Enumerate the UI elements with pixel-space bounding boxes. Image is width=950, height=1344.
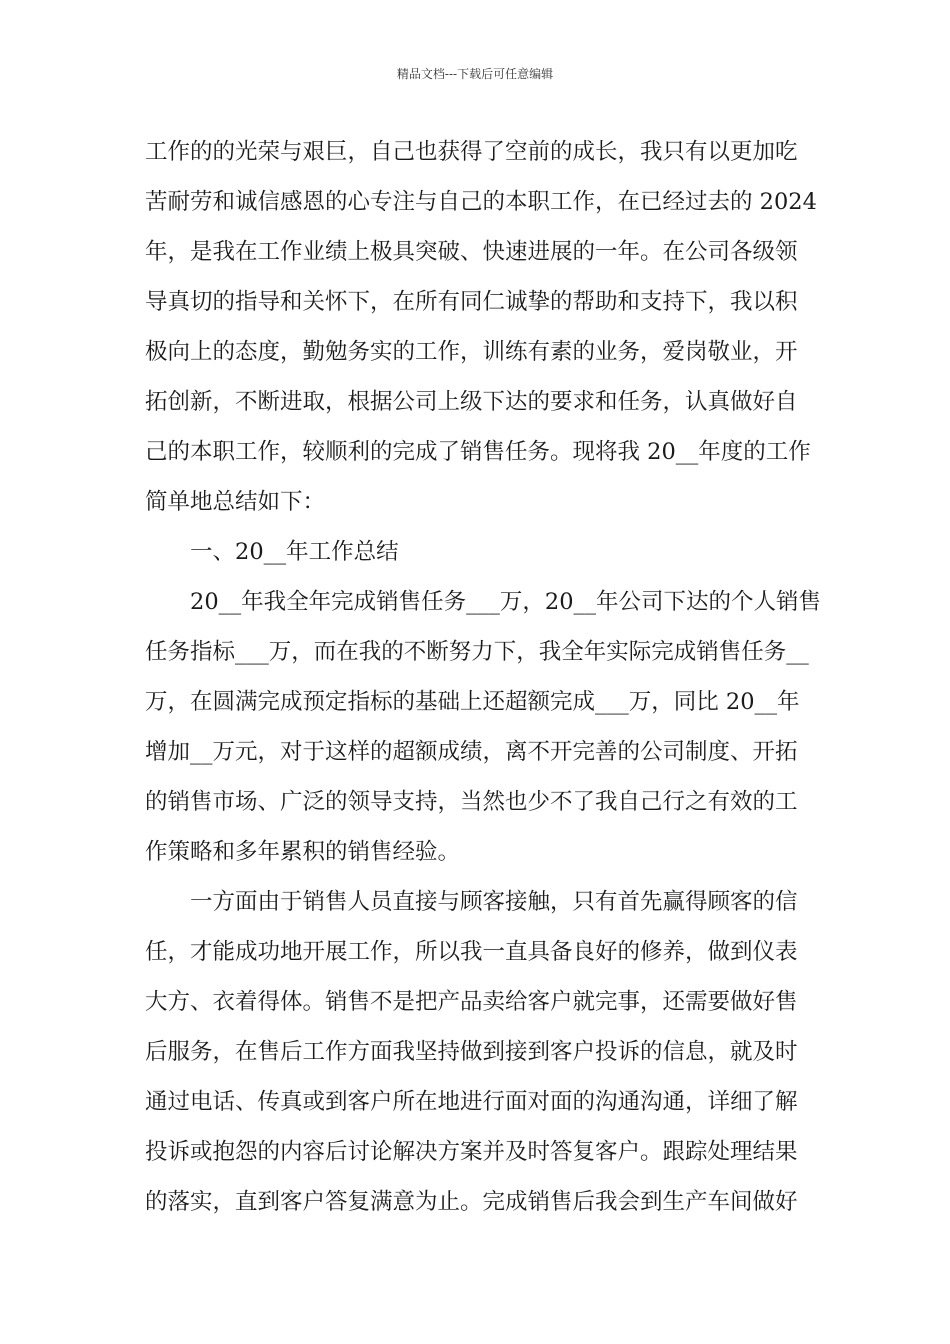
section-heading: 一、20__年工作总结 <box>145 539 399 565</box>
text-line: 苦耐劳和诚信感恩的心专注与自己的本职工作，在已经过去的 2024 <box>145 189 817 215</box>
text-line: 增加__万元，对于这样的超额成绩，离不开完善的公司制度、开拓 <box>145 739 798 765</box>
text-line: 极向上的态度，勤勉务实的工作，训练有素的业务，爱岗敬业，开 <box>145 339 798 365</box>
document-body <box>145 127 822 1227</box>
text-line: 万，在圆满完成预定指标的基础上还超额完成___万，同比 20__年 <box>145 689 800 715</box>
text-line: 大方、衣着得体。销售不是把产品卖给客户就完事，还需要做好售 <box>145 989 798 1015</box>
text-line: 导真切的指导和关怀下，在所有同仁诚挚的帮助和支持下，我以积 <box>145 289 798 315</box>
text-line: 任，才能成功地开展工作，所以我一直具备良好的修养，做到仪表 <box>145 939 798 965</box>
text-line: 己的本职工作，较顺利的完成了销售任务。现将我 20__年度的工作 <box>145 439 811 465</box>
text-line: 投诉或抱怨的内容后讨论解决方案并及时答复客户。跟踪处理结果 <box>145 1139 798 1165</box>
text-line: 一方面由于销售人员直接与顾客接触，只有首先赢得顾客的信 <box>145 889 798 915</box>
text-line: 简单地总结如下： <box>145 489 326 515</box>
text-line: 后服务，在售后工作方面我坚持做到接到客户投诉的信息，就及时 <box>145 1039 798 1065</box>
text-line: 年，是我在工作业绩上极具突破、快速进展的一年。在公司各级领 <box>145 239 798 265</box>
text-line: 拓创新，不断进取，根据公司上级下达的要求和任务，认真做好自 <box>145 389 798 415</box>
page-header: 精品文档---下载后可任意编辑 <box>396 67 554 81</box>
text-line: 的落实，直到客户答复满意为止。完成销售后我会到生产车间做好 <box>145 1189 798 1215</box>
text-line: 通过电话、传真或到客户所在地进行面对面的沟通沟通，详细了解 <box>145 1089 798 1115</box>
text-line: 任务指标___万，而在我的不断努力下，我全年实际完成销售任务__ <box>145 639 809 665</box>
text-line: 工作的的光荣与艰巨，自己也获得了空前的成长，我只有以更加吃 <box>145 139 798 165</box>
text-line: 的销售市场、广泛的领导支持，当然也少不了我自己行之有效的工 <box>145 789 798 815</box>
text-line: 20__年我全年完成销售任务___万，20__年公司下达的个人销售 <box>145 589 822 615</box>
text-line: 作策略和多年累积的销售经验。 <box>145 839 461 865</box>
